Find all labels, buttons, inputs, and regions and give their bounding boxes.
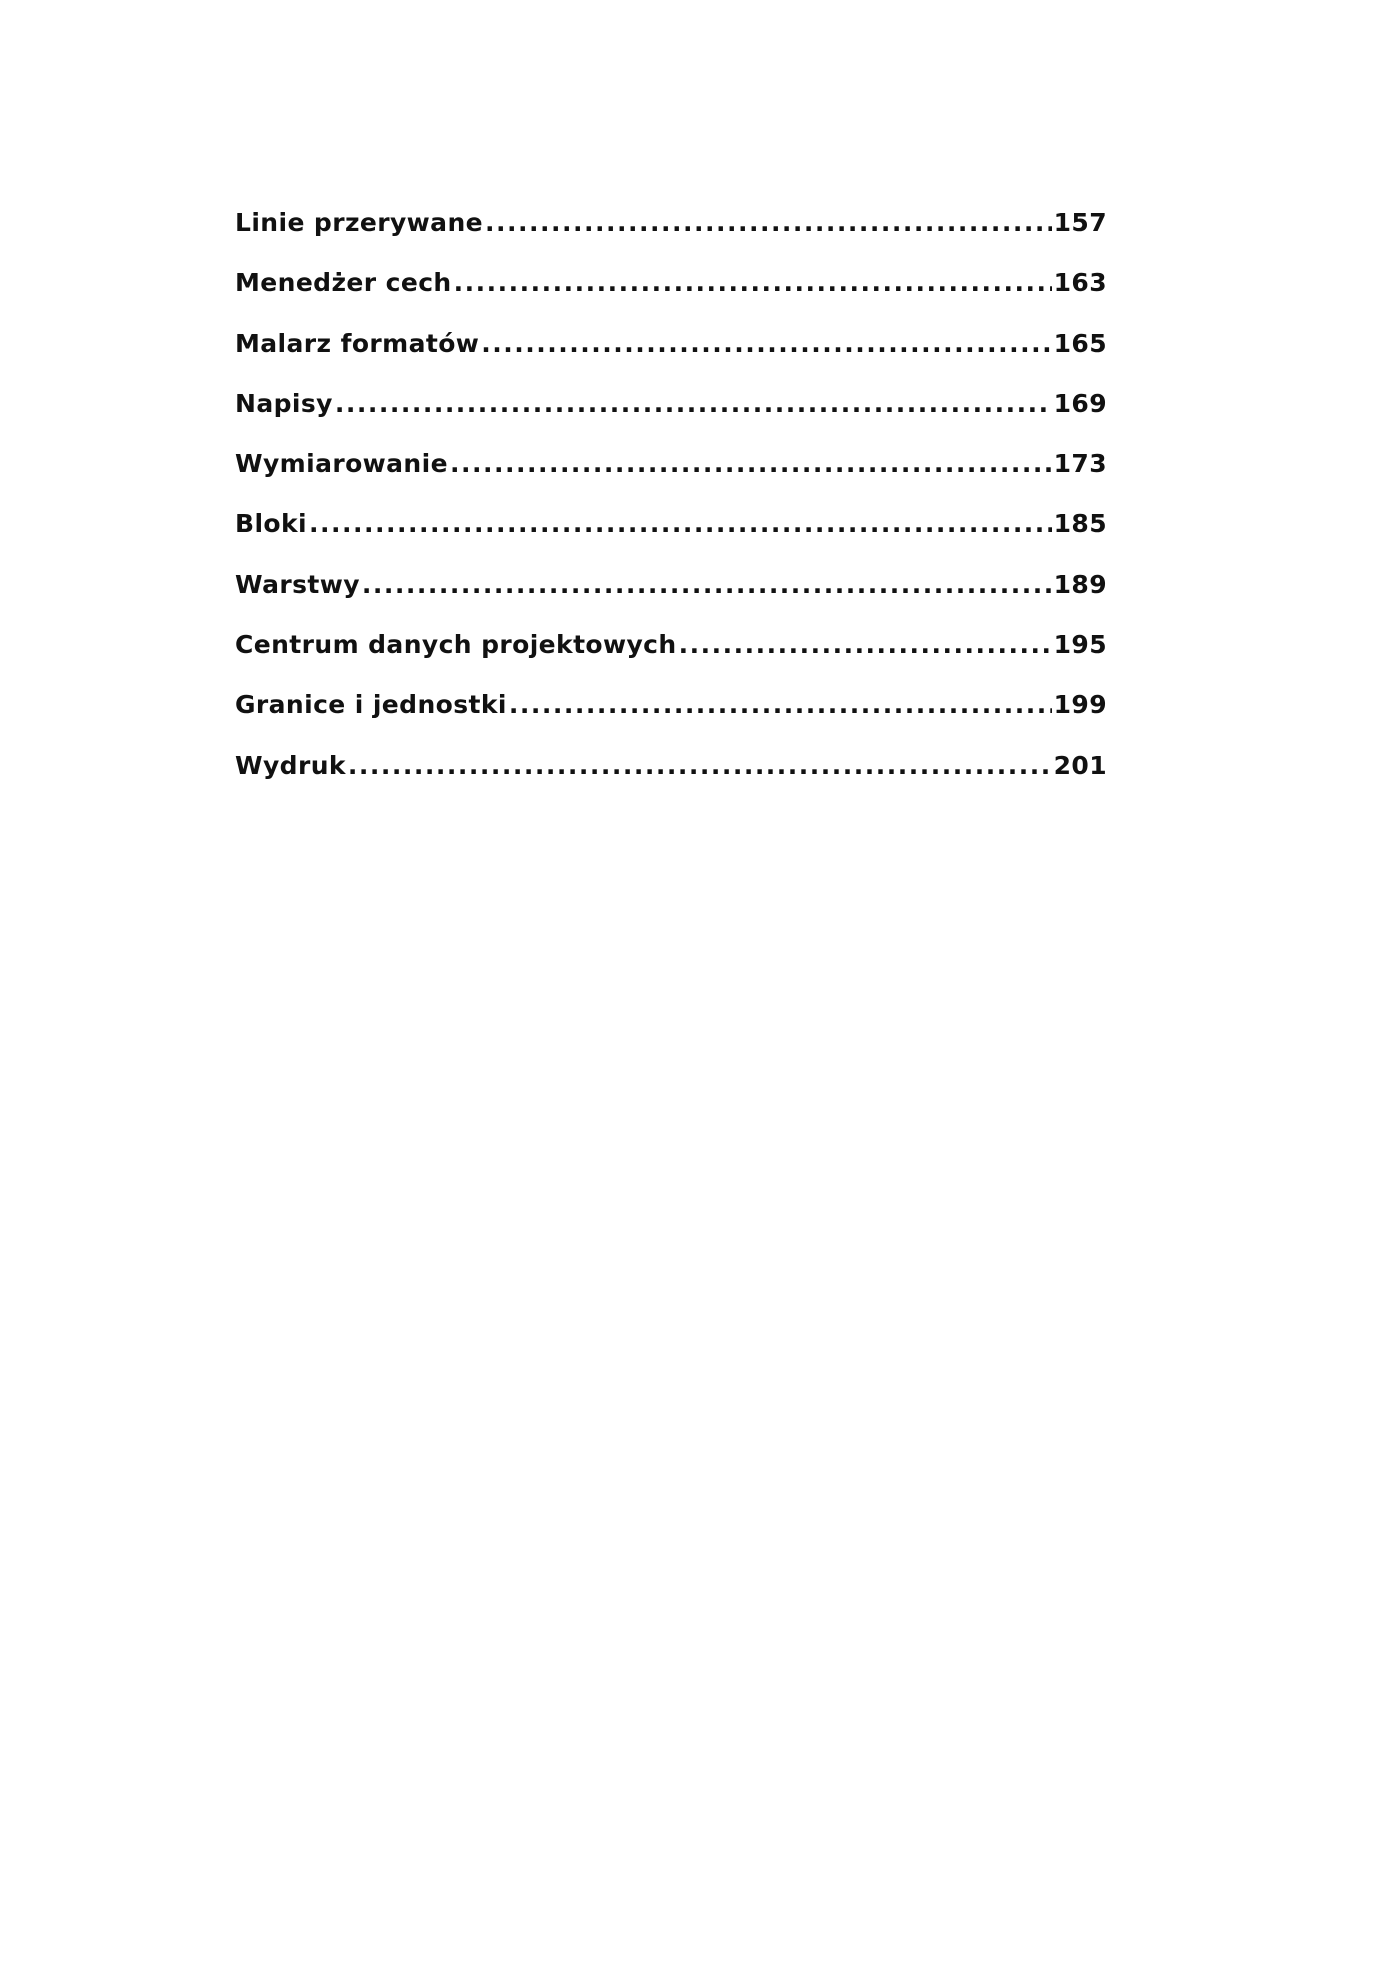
toc-entry-title: Bloki (235, 509, 307, 539)
toc-dot-leader (348, 751, 1052, 780)
toc-dot-leader (679, 630, 1052, 659)
toc-dot-leader (450, 449, 1052, 478)
toc-entry (235, 630, 1107, 690)
toc-entry-page: 195 (1053, 630, 1107, 660)
toc-entry (235, 268, 1107, 328)
toc-entry-page: 173 (1053, 449, 1107, 479)
toc-entry-title: Malarz formatów (235, 328, 480, 358)
toc-entry-title: Napisy (235, 388, 333, 418)
toc-dot-leader (485, 208, 1052, 237)
toc-entry (235, 449, 1107, 509)
toc-entry-page: 185 (1053, 509, 1107, 539)
toc-entry-page: 163 (1053, 268, 1107, 298)
toc-entry-page: 157 (1053, 208, 1107, 237)
toc-dot-leader (309, 509, 1052, 538)
toc-dot-leader (362, 570, 1052, 599)
toc-entry-title: Centrum danych projektowych (235, 630, 677, 660)
toc-entry (235, 690, 1107, 750)
toc-entry-title: Menedżer cech (235, 268, 452, 298)
toc-entry (235, 329, 1107, 389)
toc-entry-page: 199 (1053, 690, 1107, 720)
toc-entry-title: Wymiarowanie (235, 449, 448, 479)
toc-entry-page: 169 (1053, 388, 1107, 418)
toc-entry-page: 189 (1053, 569, 1107, 599)
toc-entry (235, 509, 1107, 569)
table-of-contents (235, 208, 1107, 811)
toc-dot-leader (509, 690, 1052, 719)
toc-entry (235, 751, 1107, 811)
toc-entry (235, 389, 1107, 449)
toc-entry-title: Warstwy (235, 569, 360, 599)
toc-entry-title: Granice i jednostki (235, 690, 507, 720)
toc-entry (235, 208, 1107, 268)
toc-dot-leader (335, 389, 1052, 418)
toc-entry (235, 570, 1107, 630)
toc-entry-title: Linie przerywane (235, 208, 484, 237)
toc-entry-title: Wydruk (235, 750, 346, 780)
toc-dot-leader (454, 268, 1052, 297)
toc-entry-page: 165 (1053, 328, 1107, 358)
toc-dot-leader (481, 329, 1051, 358)
toc-entry-page: 201 (1053, 750, 1107, 780)
